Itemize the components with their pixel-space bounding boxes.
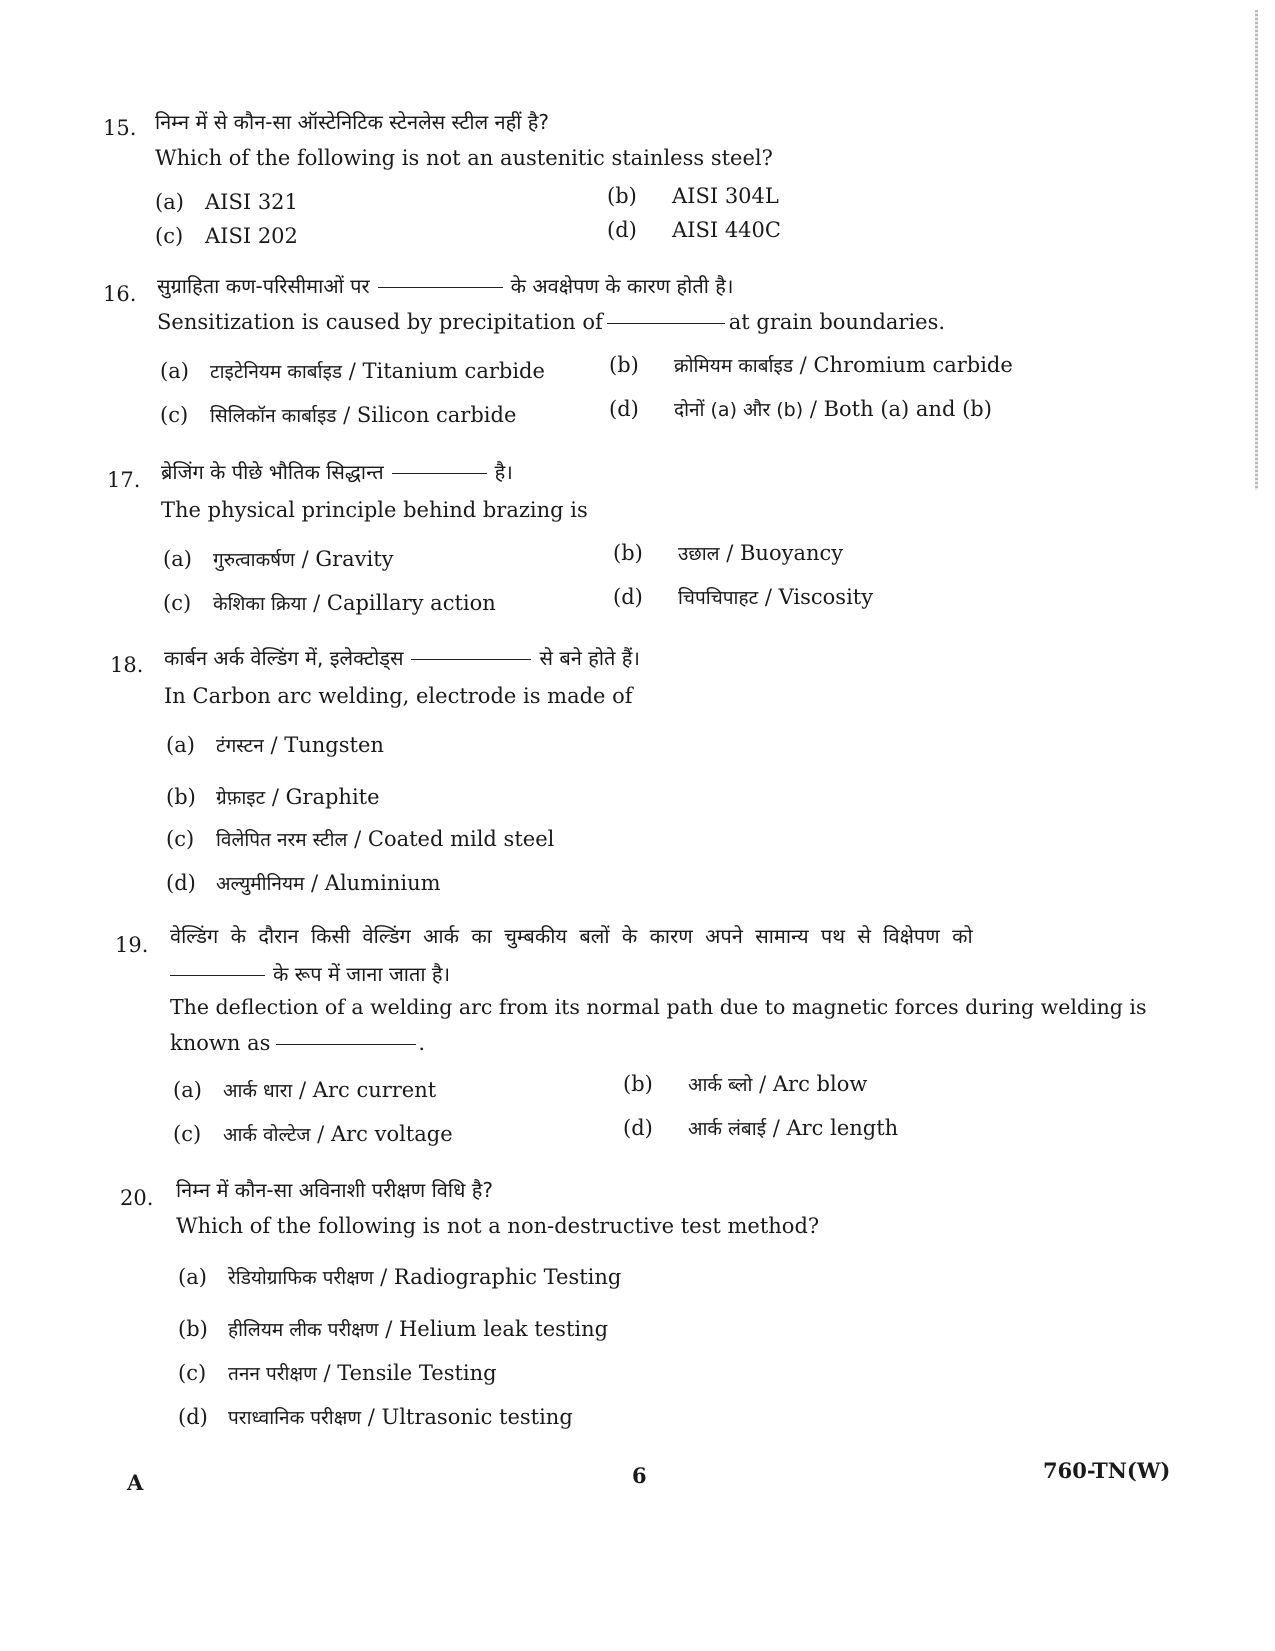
option-d[interactable]: (d) आर्क लंबाई / Arc length: [623, 1116, 899, 1140]
option-b[interactable]: (b) AISI 304L: [607, 184, 779, 208]
option-d[interactable]: (d) AISI 440C: [607, 218, 781, 242]
answer-blank: [392, 473, 487, 474]
question-number: 18.: [110, 653, 144, 677]
option-b[interactable]: (b) ग्रेफ़ाइट / Graphite: [166, 785, 380, 809]
question-text-english: Which of the following is not an austenitic stainless steel?: [155, 146, 773, 170]
option-b[interactable]: (b) हीलियम लीक परीक्षण / Helium leak testing: [178, 1317, 609, 1341]
page-number: 6: [632, 1463, 647, 1488]
question-text-english: Which of the following is not a non-destructive test method?: [176, 1214, 820, 1238]
option-a[interactable]: (a) टंगस्टन / Tungsten: [166, 733, 384, 757]
option-b[interactable]: (b) क्रोमियम कार्बाइड / Chromium carbide: [609, 353, 1013, 377]
option-d[interactable]: (d) पराध्वानिक परीक्षण / Ultrasonic testing: [178, 1405, 573, 1429]
option-c[interactable]: (c) आर्क वोल्टेज / Arc voltage: [173, 1122, 453, 1146]
question-text-hindi: कार्बन अर्क वेल्डिंग में, इलेक्टोड्स से बने होते हैं।: [164, 646, 640, 670]
option-c[interactable]: (c) विलेपित नरम स्टील / Coated mild steel: [166, 827, 555, 851]
option-c[interactable]: (c) केशिका क्रिया / Capillary action: [163, 591, 496, 615]
paper-code: 760-TN(W): [1043, 1458, 1171, 1483]
question-text-hindi: ब्रेजिंग के पीछे भौतिक सिद्धान्त है।: [161, 460, 513, 484]
question-number: 16.: [103, 282, 137, 306]
question-text-hindi: निम्न में कौन-सा अविनाशी परीक्षण विधि है?: [176, 1178, 493, 1202]
option-b[interactable]: (b) उछाल / Buoyancy: [613, 541, 844, 565]
option-d[interactable]: (d) अल्युमीनियम / Aluminium: [166, 871, 441, 895]
question-number: 17.: [107, 468, 141, 492]
option-a[interactable]: (a) गुरुत्वाकर्षण / Gravity: [163, 547, 394, 571]
option-a[interactable]: (a) आर्क धारा / Arc current: [173, 1078, 437, 1102]
option-d[interactable]: (d) दोनों (a) और (b) / Both (a) and (b): [609, 397, 992, 421]
question-text-english: In Carbon arc welding, electrode is made of: [164, 684, 633, 708]
question-text-hindi-line1: वेल्डिंग के दौरान किसी वेल्डिंग आर्क का चुम्बकीय बलों के कारण अपने सामान्य पथ से विक्षेपण को: [170, 924, 973, 948]
option-c[interactable]: (c) AISI 202: [155, 224, 298, 248]
question-number: 19.: [115, 933, 149, 957]
option-c[interactable]: (c) सिलिकॉन कार्बाइड / Silicon carbide: [160, 403, 517, 427]
answer-blank: [607, 323, 725, 324]
question-text-hindi: सुग्राहिता कण-परिसीमाओं पर के अवक्षेपण के कारण होती है।: [157, 274, 734, 298]
answer-blank: [411, 659, 531, 660]
option-a[interactable]: (a) AISI 321: [155, 190, 298, 214]
answer-blank: [276, 1044, 416, 1045]
answer-blank: [170, 975, 265, 976]
option-d[interactable]: (d) चिपचिपाहट / Viscosity: [613, 585, 874, 609]
question-text-hindi-line2: के रूप में जाना जाता है।: [170, 960, 450, 987]
scan-edge-artifact: [1255, 10, 1258, 490]
question-number: 20.: [120, 1186, 154, 1210]
question-text-english: The physical principle behind brazing is: [161, 498, 588, 522]
question-text-hindi: निम्न में से कौन-सा ऑस्टेनिटिक स्टेनलेस स्टील नहीं है?: [155, 110, 550, 134]
answer-blank: [378, 287, 503, 288]
series-code: A: [127, 1470, 144, 1495]
question-text-english: Sensitization is caused by precipitation of at grain boundaries.: [157, 310, 946, 334]
option-a[interactable]: (a) टाइटेनियम कार्बाइड / Titanium carbide: [160, 359, 545, 383]
option-b[interactable]: (b) आर्क ब्लो / Arc blow: [623, 1072, 868, 1096]
option-c[interactable]: (c) तनन परीक्षण / Tensile Testing: [178, 1361, 497, 1385]
option-a[interactable]: (a) रेडियोग्राफिक परीक्षण / Radiographic Testing: [178, 1265, 622, 1289]
question-text-english-line2: known as .: [170, 1031, 426, 1055]
question-text-english-line1: The deflection of a welding arc from its normal path due to magnetic forces during welding is: [170, 995, 1147, 1019]
question-number: 15.: [103, 116, 137, 140]
